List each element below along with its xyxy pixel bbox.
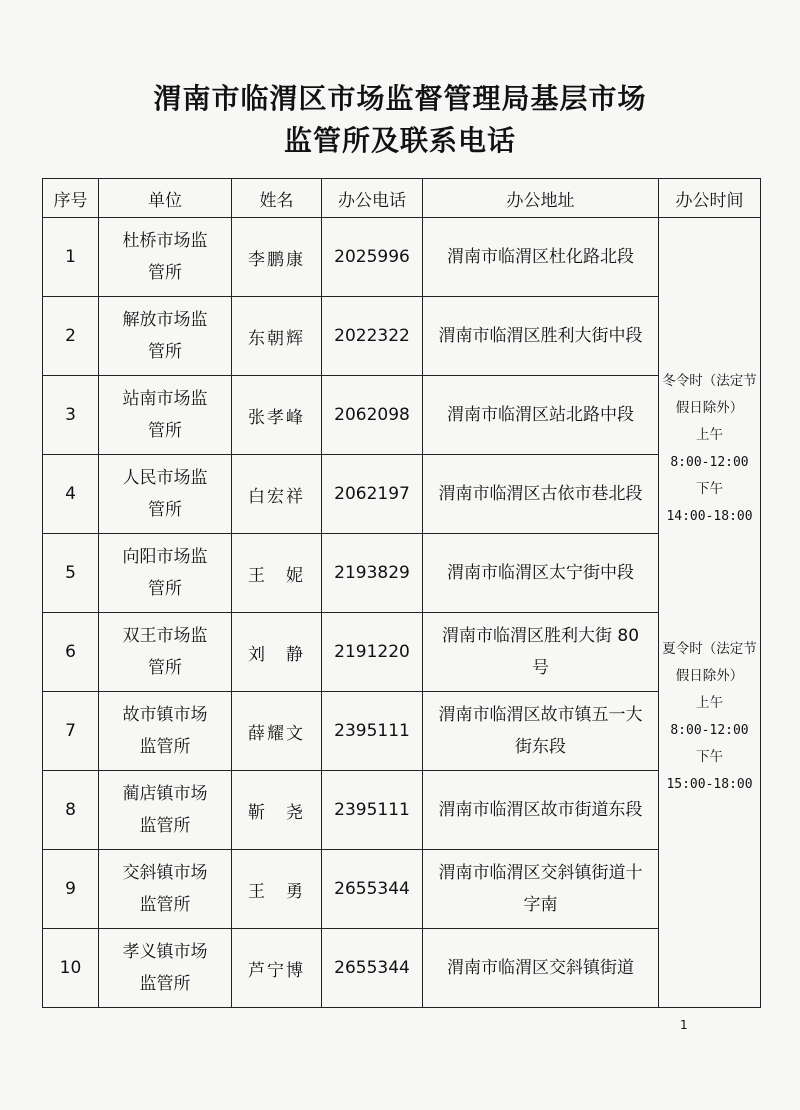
cell-name: 白宏祥 <box>232 455 322 534</box>
contacts-table <box>42 178 761 1008</box>
cell-unit <box>99 692 232 771</box>
table-row <box>43 455 761 534</box>
cell-no: 9 <box>43 850 99 929</box>
cell-phone: 2193829 <box>322 534 423 613</box>
unit-line: 管所 <box>148 658 182 678</box>
unit-line: 孝义镇市场 <box>122 942 208 962</box>
address-line: 号 <box>532 658 549 678</box>
cell-unit <box>99 613 232 692</box>
unit-line: 管所 <box>148 263 182 283</box>
cell-phone: 2655344 <box>322 850 423 929</box>
cell-no: 10 <box>43 929 99 1008</box>
unit-line: 管所 <box>148 500 182 520</box>
unit-line: 监管所 <box>139 816 191 836</box>
winter-pm-time: 14:00-18:00 <box>666 509 753 524</box>
summer-pm-time: 15:00-18:00 <box>666 777 753 792</box>
table-row <box>43 376 761 455</box>
cell-no: 8 <box>43 771 99 850</box>
cell-name: 王 勇 <box>232 850 322 929</box>
unit-line: 管所 <box>148 342 182 362</box>
cell-no: 4 <box>43 455 99 534</box>
address-line: 街东段 <box>515 737 566 757</box>
address-line: 渭南市临渭区交斜镇街道 <box>447 958 634 978</box>
cell-office-hours <box>659 218 761 1008</box>
header-name: 姓名 <box>232 179 322 218</box>
unit-line: 站南市场监 <box>122 389 208 409</box>
address-line: 渭南市临渭区故市街道东段 <box>438 800 643 820</box>
unit-line: 人民市场监 <box>122 468 208 488</box>
address-line: 字南 <box>523 895 558 915</box>
address-line: 渭南市临渭区胜利大街 80 <box>441 626 640 646</box>
cell-unit <box>99 771 232 850</box>
summer-label: 夏令时（法定节假日除外） <box>662 641 757 684</box>
cell-address <box>423 297 659 376</box>
address-line: 渭南市临渭区杜化路北段 <box>447 247 634 267</box>
table-header-row <box>43 179 761 218</box>
cell-address <box>423 455 659 534</box>
cell-address <box>423 218 659 297</box>
cell-unit <box>99 929 232 1008</box>
cell-name: 张孝峰 <box>232 376 322 455</box>
cell-address <box>423 929 659 1008</box>
table-row <box>43 771 761 850</box>
winter-pm-label: 下午 <box>696 481 723 497</box>
unit-line: 解放市场监 <box>122 310 208 330</box>
header-no: 序号 <box>43 179 99 218</box>
address-line: 渭南市临渭区太宁街中段 <box>447 563 634 583</box>
cell-address <box>423 850 659 929</box>
cell-name: 靳 尧 <box>232 771 322 850</box>
page-number: 1 <box>680 1018 688 1032</box>
unit-line: 交斜镇市场 <box>122 863 208 883</box>
unit-line: 故市镇市场 <box>122 705 208 725</box>
cell-phone: 2655344 <box>322 929 423 1008</box>
unit-line: 向阳市场监 <box>122 547 208 567</box>
cell-no: 6 <box>43 613 99 692</box>
header-phone: 办公电话 <box>322 179 423 218</box>
cell-address <box>423 534 659 613</box>
unit-line: 管所 <box>148 579 182 599</box>
cell-name: 李鹏康 <box>232 218 322 297</box>
address-line: 渭南市临渭区交斜镇街道十 <box>438 863 643 883</box>
title-line-1: 渭南市临渭区市场监督管理局基层市场 <box>153 82 647 115</box>
cell-name: 东朝辉 <box>232 297 322 376</box>
cell-address <box>423 613 659 692</box>
cell-name: 芦宁博 <box>232 929 322 1008</box>
title-line-2: 监管所及联系电话 <box>283 124 516 157</box>
cell-unit <box>99 218 232 297</box>
unit-line: 监管所 <box>139 737 191 757</box>
cell-address <box>423 771 659 850</box>
cell-phone: 2062197 <box>322 455 423 534</box>
header-hours: 办公时间 <box>659 179 761 218</box>
cell-phone: 2395111 <box>322 771 423 850</box>
table-row <box>43 850 761 929</box>
cell-no: 7 <box>43 692 99 771</box>
cell-no: 1 <box>43 218 99 297</box>
table-row <box>43 929 761 1008</box>
header-unit: 单位 <box>99 179 232 218</box>
unit-line: 管所 <box>148 421 182 441</box>
cell-phone: 2022322 <box>322 297 423 376</box>
cell-unit <box>99 297 232 376</box>
table-row <box>43 692 761 771</box>
summer-pm-label: 下午 <box>696 749 723 765</box>
summer-am-label: 上午 <box>696 695 723 711</box>
address-line: 渭南市临渭区故市镇五一大 <box>438 705 643 725</box>
cell-name: 刘 静 <box>232 613 322 692</box>
unit-line: 杜桥市场监 <box>122 231 208 251</box>
address-line: 渭南市临渭区站北路中段 <box>447 405 634 425</box>
unit-line: 蔺店镇市场 <box>122 784 208 804</box>
cell-phone: 2025996 <box>322 218 423 297</box>
table-row <box>43 613 761 692</box>
cell-address <box>423 376 659 455</box>
address-line: 渭南市临渭区胜利大街中段 <box>438 326 643 346</box>
table-row <box>43 534 761 613</box>
cell-phone: 2395111 <box>322 692 423 771</box>
winter-am-label: 上午 <box>696 427 723 443</box>
cell-unit <box>99 850 232 929</box>
table-row <box>43 297 761 376</box>
summer-am-time: 8:00-12:00 <box>670 723 749 738</box>
winter-label: 冬令时（法定节假日除外） <box>662 373 757 416</box>
unit-line: 监管所 <box>139 895 191 915</box>
cell-phone: 2062098 <box>322 376 423 455</box>
unit-line: 双王市场监 <box>122 626 208 646</box>
unit-line: 监管所 <box>139 974 191 994</box>
cell-phone: 2191220 <box>322 613 423 692</box>
cell-no: 2 <box>43 297 99 376</box>
document-title <box>0 78 800 162</box>
cell-name: 薛耀文 <box>232 692 322 771</box>
cell-address <box>423 692 659 771</box>
cell-no: 3 <box>43 376 99 455</box>
cell-unit <box>99 455 232 534</box>
cell-name: 王 妮 <box>232 534 322 613</box>
cell-unit <box>99 534 232 613</box>
header-address: 办公地址 <box>423 179 659 218</box>
cell-unit <box>99 376 232 455</box>
winter-am-time: 8:00-12:00 <box>670 455 749 470</box>
address-line: 渭南市临渭区古依市巷北段 <box>438 484 643 504</box>
table-row <box>43 218 761 297</box>
cell-no: 5 <box>43 534 99 613</box>
